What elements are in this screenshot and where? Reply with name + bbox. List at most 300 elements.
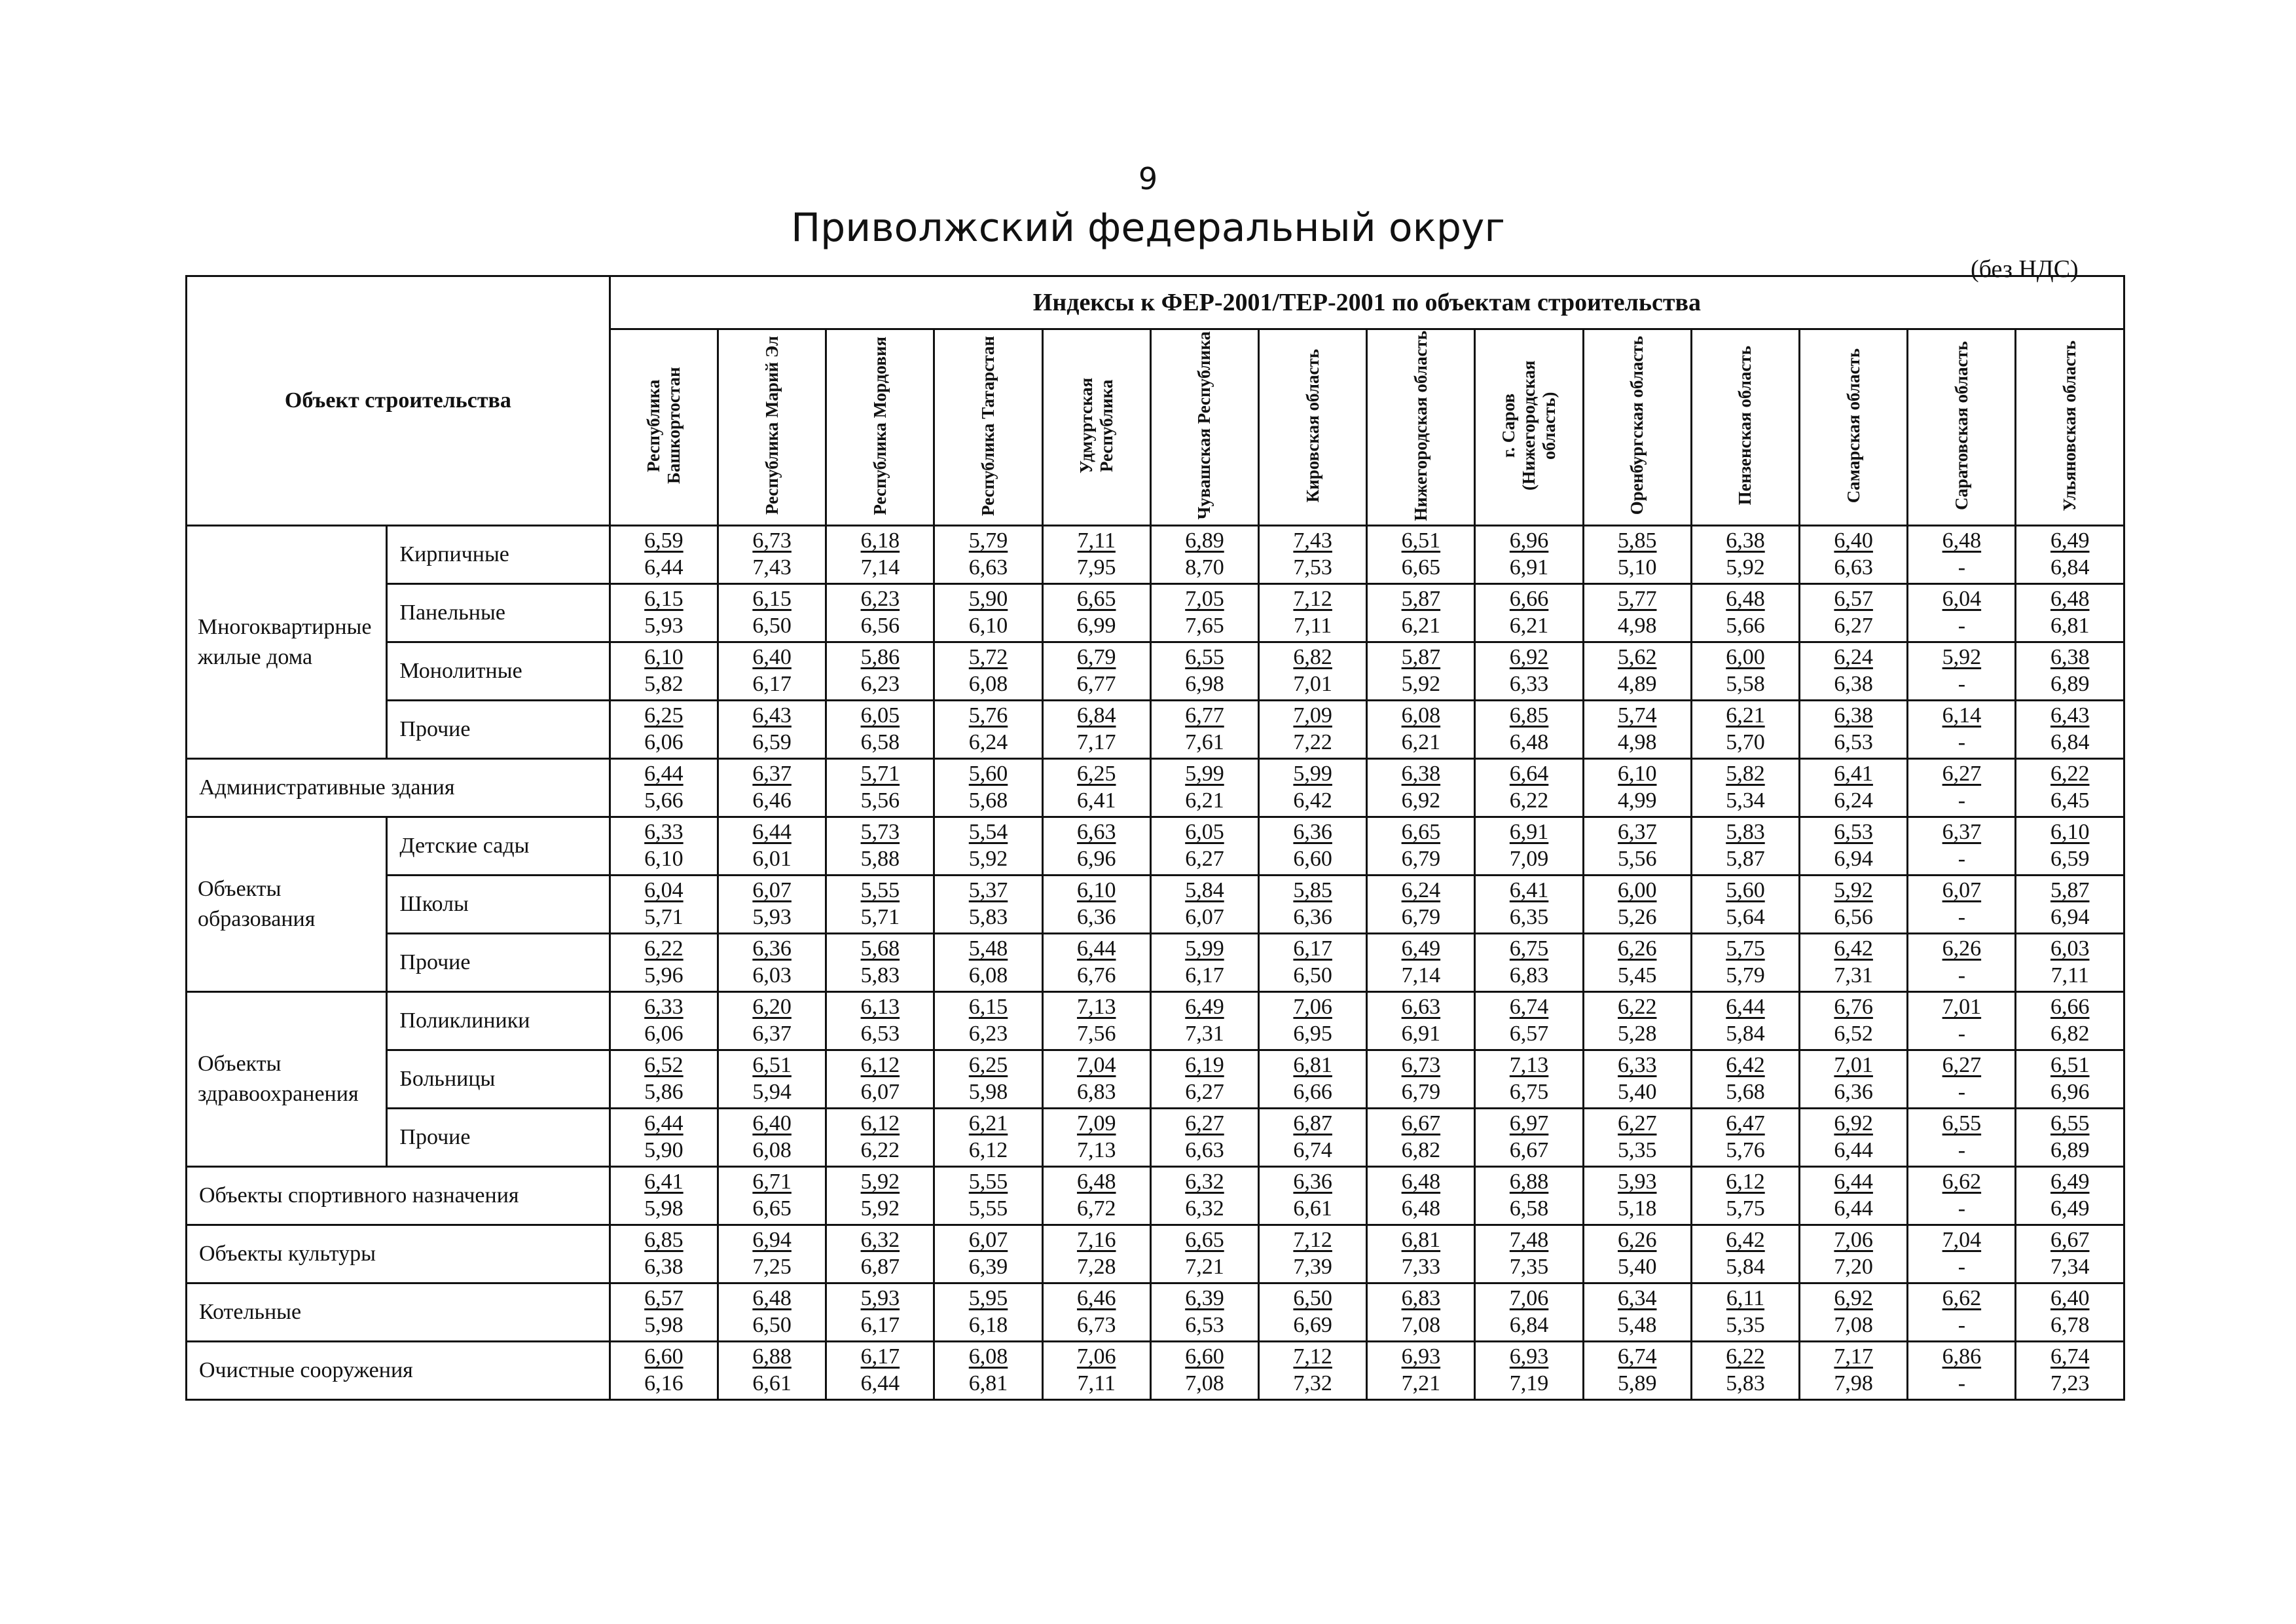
index-cell bbox=[1042, 759, 1150, 817]
fer-index: 6,40 bbox=[1834, 528, 1873, 553]
index-cell bbox=[610, 759, 718, 817]
fer-index: 6,33 bbox=[644, 820, 683, 845]
ter-index: 6,06 bbox=[644, 1022, 683, 1046]
index-cell bbox=[1150, 817, 1258, 876]
ter-index: 6,56 bbox=[860, 614, 900, 638]
ter-index: 7,19 bbox=[1509, 1371, 1549, 1395]
fer-index: 6,75 bbox=[1509, 936, 1549, 961]
region-name: Пензенская область bbox=[1735, 346, 1755, 506]
index-cell bbox=[1259, 876, 1367, 934]
index-cell bbox=[826, 584, 934, 642]
fer-index: 6,24 bbox=[1834, 645, 1873, 670]
index-cell bbox=[1583, 642, 1691, 701]
ter-index: - bbox=[1958, 1255, 1966, 1279]
index-cell bbox=[1042, 876, 1150, 934]
fer-index: 6,42 bbox=[1726, 1053, 1765, 1078]
fer-index: 6,08 bbox=[968, 1344, 1008, 1369]
page-number: 9 bbox=[1138, 161, 1158, 196]
index-cell bbox=[934, 992, 1042, 1050]
fer-index: 6,41 bbox=[644, 1170, 683, 1194]
ter-index: 7,56 bbox=[1076, 1022, 1116, 1046]
ter-index: 6,45 bbox=[2050, 788, 2090, 813]
index-cell bbox=[1475, 1050, 1583, 1109]
index-cell bbox=[934, 701, 1042, 759]
fer-index: 6,38 bbox=[1834, 703, 1873, 728]
ter-index: 6,95 bbox=[1293, 1022, 1332, 1046]
index-cell bbox=[1259, 642, 1367, 701]
ter-index: 6,03 bbox=[752, 963, 792, 987]
fer-index: 6,76 bbox=[1834, 995, 1873, 1020]
ter-index: 5,28 bbox=[1618, 1022, 1657, 1046]
ter-index: 6,33 bbox=[1509, 672, 1549, 696]
fer-index: 6,27 bbox=[1618, 1111, 1657, 1136]
fer-index: 6,66 bbox=[2050, 995, 2090, 1020]
ter-index: 5,71 bbox=[644, 905, 683, 929]
ter-index: 6,36 bbox=[1293, 905, 1332, 929]
ter-index: 5,64 bbox=[1726, 905, 1765, 929]
index-cell bbox=[1367, 642, 1475, 701]
fer-index: 6,97 bbox=[1509, 1111, 1549, 1136]
index-cell bbox=[934, 1167, 1042, 1225]
ter-index: 6,07 bbox=[1185, 905, 1224, 929]
index-cell bbox=[1150, 642, 1258, 701]
fer-index: 6,59 bbox=[644, 528, 683, 553]
index-cell bbox=[1691, 759, 1799, 817]
region-name: Саратовская область bbox=[1951, 341, 1971, 510]
index-cell bbox=[610, 1342, 718, 1400]
ter-index: 6,48 bbox=[1509, 730, 1549, 754]
index-cell bbox=[610, 1167, 718, 1225]
fer-index: 5,60 bbox=[1726, 878, 1765, 903]
ter-index: 6,48 bbox=[1401, 1196, 1441, 1221]
index-cell bbox=[826, 526, 934, 584]
ter-index: 7,31 bbox=[1834, 963, 1873, 987]
ter-index: 6,84 bbox=[1509, 1313, 1549, 1337]
ter-index: 6,59 bbox=[2050, 847, 2090, 871]
index-cell bbox=[1475, 1283, 1583, 1342]
fer-index: 5,72 bbox=[968, 645, 1008, 670]
fer-index: 6,83 bbox=[1401, 1286, 1441, 1311]
index-cell bbox=[826, 992, 934, 1050]
fer-index: 6,07 bbox=[1942, 878, 1982, 903]
ter-index: 6,58 bbox=[1509, 1196, 1549, 1221]
ter-index: 5,96 bbox=[644, 963, 683, 987]
fer-index: 6,93 bbox=[1509, 1344, 1549, 1369]
fer-index: 7,16 bbox=[1076, 1228, 1116, 1253]
ter-index: 6,57 bbox=[1509, 1022, 1549, 1046]
ter-index: 4,98 bbox=[1618, 614, 1657, 638]
fer-index: 5,76 bbox=[968, 703, 1008, 728]
index-cell bbox=[1259, 1225, 1367, 1283]
ter-index: 6,83 bbox=[1509, 963, 1549, 987]
ter-index: - bbox=[1958, 963, 1966, 987]
index-cell bbox=[1042, 1225, 1150, 1283]
index-cell bbox=[1800, 1109, 1908, 1167]
ter-index: 6,53 bbox=[1185, 1313, 1224, 1337]
fer-index: 5,90 bbox=[968, 587, 1008, 612]
ter-index: 5,92 bbox=[1726, 555, 1765, 580]
ter-index: 7,31 bbox=[1185, 1022, 1224, 1046]
ter-index: 6,27 bbox=[1185, 847, 1224, 871]
table-row bbox=[187, 817, 2124, 876]
ter-index: 7,95 bbox=[1076, 555, 1116, 580]
region-header bbox=[718, 329, 826, 526]
index-cell bbox=[1691, 1283, 1799, 1342]
ter-index: - bbox=[1958, 905, 1966, 929]
index-cell bbox=[934, 1342, 1042, 1400]
table-row bbox=[187, 1109, 2124, 1167]
index-cell bbox=[934, 876, 1042, 934]
index-cell bbox=[718, 759, 826, 817]
ter-index: 6,53 bbox=[1834, 730, 1873, 754]
index-cell bbox=[1259, 1167, 1367, 1225]
ter-index: 7,39 bbox=[1293, 1255, 1332, 1279]
subtype-label: Панельные bbox=[387, 584, 610, 642]
ter-index: 5,18 bbox=[1618, 1196, 1657, 1221]
fer-index: 6,44 bbox=[1076, 936, 1116, 961]
ter-index: 6,23 bbox=[968, 1022, 1008, 1046]
ter-index: 6,16 bbox=[644, 1371, 683, 1395]
index-cell bbox=[826, 817, 934, 876]
index-cell bbox=[2016, 701, 2124, 759]
fer-index: 6,38 bbox=[1401, 762, 1441, 786]
ter-index: 7,34 bbox=[2050, 1255, 2090, 1279]
fer-index: 6,77 bbox=[1185, 703, 1224, 728]
ter-index: 6,22 bbox=[860, 1138, 900, 1162]
page-title: Приволжский федеральный округ bbox=[791, 205, 1505, 251]
fer-index: 7,09 bbox=[1076, 1111, 1116, 1136]
index-cell bbox=[826, 1225, 934, 1283]
fer-index: 6,52 bbox=[644, 1053, 683, 1078]
ter-index: 6,21 bbox=[1509, 614, 1549, 638]
index-cell bbox=[2016, 1225, 2124, 1283]
index-cell bbox=[718, 1283, 826, 1342]
index-cell bbox=[1475, 1167, 1583, 1225]
fer-index: 6,74 bbox=[2050, 1344, 2090, 1369]
fer-index: 7,12 bbox=[1293, 587, 1332, 612]
index-cell bbox=[1367, 1167, 1475, 1225]
fer-index: 5,84 bbox=[1185, 878, 1224, 903]
index-cell bbox=[718, 992, 826, 1050]
fer-index: 5,87 bbox=[1401, 645, 1441, 670]
index-cell bbox=[1800, 1167, 1908, 1225]
fer-index: 6,85 bbox=[1509, 703, 1549, 728]
ter-index: 6,32 bbox=[1185, 1196, 1224, 1221]
fer-index: 6,42 bbox=[1726, 1228, 1765, 1253]
ter-index: 6,73 bbox=[1076, 1313, 1116, 1337]
index-cell bbox=[826, 701, 934, 759]
fer-index: 6,08 bbox=[1401, 703, 1441, 728]
index-cell bbox=[1150, 1050, 1258, 1109]
index-cell bbox=[1691, 817, 1799, 876]
ter-index: 6,01 bbox=[752, 847, 792, 871]
fer-index: 6,10 bbox=[2050, 820, 2090, 845]
fer-index: 6,82 bbox=[1293, 645, 1332, 670]
index-cell bbox=[934, 1050, 1042, 1109]
index-cell bbox=[1259, 934, 1367, 992]
ter-index: 4,98 bbox=[1618, 730, 1657, 754]
index-cell bbox=[1150, 1109, 1258, 1167]
ter-index: 5,89 bbox=[1618, 1371, 1657, 1395]
index-cell bbox=[1259, 1283, 1367, 1342]
ter-index: 6,63 bbox=[968, 555, 1008, 580]
fer-index: 6,51 bbox=[752, 1053, 792, 1078]
ter-index: 6,44 bbox=[1834, 1196, 1873, 1221]
ter-index: 5,58 bbox=[1726, 672, 1765, 696]
index-cell bbox=[610, 876, 718, 934]
fer-index: 6,89 bbox=[1185, 528, 1224, 553]
index-cell bbox=[2016, 992, 2124, 1050]
ter-index: 6,63 bbox=[1834, 555, 1873, 580]
fer-index: 6,88 bbox=[752, 1344, 792, 1369]
index-cell bbox=[1800, 1225, 1908, 1283]
fer-index: 7,09 bbox=[1293, 703, 1332, 728]
fer-index: 6,41 bbox=[1509, 878, 1549, 903]
ter-index: 6,56 bbox=[1834, 905, 1873, 929]
index-cell bbox=[1150, 1342, 1258, 1400]
fer-index: 5,62 bbox=[1618, 645, 1657, 670]
ter-index: 6,74 bbox=[1293, 1138, 1332, 1162]
fer-index: 6,92 bbox=[1509, 645, 1549, 670]
ter-index: 5,10 bbox=[1618, 555, 1657, 580]
index-cell bbox=[1367, 759, 1475, 817]
region-name: Самарская область bbox=[1843, 348, 1863, 504]
fer-index: 6,27 bbox=[1185, 1111, 1224, 1136]
fer-index: 6,65 bbox=[1076, 587, 1116, 612]
ter-index: 7,23 bbox=[2050, 1371, 2090, 1395]
ter-index: 7,08 bbox=[1834, 1313, 1873, 1337]
fer-index: 6,81 bbox=[1401, 1228, 1441, 1253]
index-cell bbox=[718, 526, 826, 584]
ter-index: - bbox=[1958, 1196, 1966, 1221]
index-cell bbox=[1583, 992, 1691, 1050]
ter-index: 7,25 bbox=[752, 1255, 792, 1279]
fer-index: 6,12 bbox=[1726, 1170, 1765, 1194]
fer-index: 7,48 bbox=[1509, 1228, 1549, 1253]
fer-index: 7,01 bbox=[1942, 995, 1982, 1020]
fer-index: 5,92 bbox=[860, 1170, 900, 1194]
fer-index: 5,87 bbox=[2050, 878, 2090, 903]
fer-index: 5,54 bbox=[968, 820, 1008, 845]
fer-index: 5,37 bbox=[968, 878, 1008, 903]
index-cell bbox=[1150, 992, 1258, 1050]
subtype-label: Кирпичные bbox=[387, 526, 610, 584]
index-cell bbox=[610, 1283, 718, 1342]
index-cell bbox=[1800, 992, 1908, 1050]
index-cell bbox=[610, 642, 718, 701]
fer-index: 6,43 bbox=[2050, 703, 2090, 728]
ter-index: 6,75 bbox=[1509, 1080, 1549, 1104]
ter-index: 6,27 bbox=[1185, 1080, 1224, 1104]
ter-index: 5,35 bbox=[1726, 1313, 1765, 1337]
fer-index: 5,75 bbox=[1726, 936, 1765, 961]
fer-index: 6,40 bbox=[2050, 1286, 2090, 1311]
index-cell bbox=[934, 759, 1042, 817]
fer-index: 6,91 bbox=[1509, 820, 1549, 845]
index-cell bbox=[1908, 1167, 2016, 1225]
fer-index: 6,12 bbox=[860, 1111, 900, 1136]
ter-index: 6,07 bbox=[860, 1080, 900, 1104]
ter-index: 6,50 bbox=[752, 1313, 792, 1337]
region-header bbox=[1583, 329, 1691, 526]
ter-index: 6,21 bbox=[1185, 788, 1224, 813]
region-name: Республика Мордовия bbox=[869, 336, 890, 515]
ter-index: 6,41 bbox=[1076, 788, 1116, 813]
index-cell bbox=[1583, 526, 1691, 584]
ter-index: 6,46 bbox=[752, 788, 792, 813]
region-name: Удмуртская Республика bbox=[1076, 377, 1116, 474]
fer-index: 6,11 bbox=[1726, 1286, 1765, 1311]
index-cell bbox=[1583, 817, 1691, 876]
index-cell bbox=[1259, 701, 1367, 759]
fer-index: 6,39 bbox=[1185, 1286, 1224, 1311]
region-header bbox=[1042, 329, 1150, 526]
fer-index: 6,92 bbox=[1834, 1111, 1873, 1136]
index-cell bbox=[934, 584, 1042, 642]
ter-index: 6,18 bbox=[968, 1313, 1008, 1337]
ter-index: 6,89 bbox=[2050, 1138, 2090, 1162]
index-cell bbox=[1800, 701, 1908, 759]
index-cell bbox=[1042, 992, 1150, 1050]
fer-index: 6,44 bbox=[1834, 1170, 1873, 1194]
fer-index: 5,93 bbox=[860, 1286, 900, 1311]
fer-index: 5,71 bbox=[860, 762, 900, 786]
region-name: Нижегородская область bbox=[1410, 330, 1430, 521]
fer-index: 7,43 bbox=[1293, 528, 1332, 553]
index-cell bbox=[1042, 1167, 1150, 1225]
fer-index: 6,40 bbox=[752, 1111, 792, 1136]
fer-index: 6,22 bbox=[1618, 995, 1657, 1020]
fer-index: 6,84 bbox=[1076, 703, 1116, 728]
subtype-label: Прочие bbox=[387, 701, 610, 759]
index-cell bbox=[1475, 701, 1583, 759]
ter-index: 6,79 bbox=[1401, 847, 1441, 871]
ter-index: 5,98 bbox=[644, 1313, 683, 1337]
region-name: г. Саров (Нижегородская область) bbox=[1498, 360, 1559, 491]
index-cell bbox=[718, 817, 826, 876]
fer-index: 6,25 bbox=[968, 1053, 1008, 1078]
fer-index: 6,32 bbox=[1185, 1170, 1224, 1194]
ter-index: 6,96 bbox=[1076, 847, 1116, 871]
index-cell bbox=[1908, 1050, 2016, 1109]
fer-index: 6,40 bbox=[752, 645, 792, 670]
object-label: Административные здания bbox=[187, 759, 610, 817]
fer-index: 6,36 bbox=[752, 936, 792, 961]
fer-index: 6,10 bbox=[644, 645, 683, 670]
index-cell bbox=[718, 584, 826, 642]
ter-index: 6,24 bbox=[968, 730, 1008, 754]
fer-index: 5,77 bbox=[1618, 587, 1657, 612]
ter-index: 5,98 bbox=[644, 1196, 683, 1221]
fer-index: 6,44 bbox=[1726, 995, 1765, 1020]
region-header bbox=[1691, 329, 1799, 526]
ter-index: 7,28 bbox=[1076, 1255, 1116, 1279]
ter-index: 6,44 bbox=[860, 1371, 900, 1395]
index-cell bbox=[718, 1342, 826, 1400]
region-header bbox=[1150, 329, 1258, 526]
index-cell bbox=[1475, 526, 1583, 584]
index-cell bbox=[1908, 817, 2016, 876]
ter-index: 7,21 bbox=[1401, 1371, 1441, 1395]
object-label: Объекты культуры bbox=[187, 1225, 610, 1283]
index-cell bbox=[1583, 1283, 1691, 1342]
ter-index: 5,55 bbox=[968, 1196, 1008, 1221]
fer-index: 6,22 bbox=[644, 936, 683, 961]
index-cell bbox=[1367, 876, 1475, 934]
ter-index: 6,42 bbox=[1293, 788, 1332, 813]
table-row bbox=[187, 1283, 2124, 1342]
subtype-label: Монолитные bbox=[387, 642, 610, 701]
fer-index: 6,86 bbox=[1942, 1344, 1982, 1369]
table-row bbox=[187, 759, 2124, 817]
index-cell bbox=[826, 1342, 934, 1400]
index-cell bbox=[718, 1109, 826, 1167]
fer-index: 6,25 bbox=[1076, 762, 1116, 786]
fer-index: 6,66 bbox=[1509, 587, 1549, 612]
ter-index: 7,20 bbox=[1834, 1255, 1873, 1279]
ter-index: 6,39 bbox=[968, 1255, 1008, 1279]
index-cell bbox=[2016, 934, 2124, 992]
fer-index: 6,23 bbox=[860, 587, 900, 612]
ter-index: 6,38 bbox=[1834, 672, 1873, 696]
region-name: Республика Марий Эл bbox=[761, 336, 782, 515]
ter-index: 6,65 bbox=[1401, 555, 1441, 580]
index-cell bbox=[1042, 701, 1150, 759]
fer-index: 6,49 bbox=[1185, 995, 1224, 1020]
index-cell bbox=[610, 584, 718, 642]
index-cell bbox=[2016, 759, 2124, 817]
index-cell bbox=[718, 642, 826, 701]
fer-index: 6,71 bbox=[752, 1170, 792, 1194]
fer-index: 6,50 bbox=[1293, 1286, 1332, 1311]
fer-index: 6,96 bbox=[1509, 528, 1549, 553]
fer-index: 5,85 bbox=[1293, 878, 1332, 903]
ter-index: 6,17 bbox=[1185, 963, 1224, 987]
index-cell bbox=[1908, 759, 2016, 817]
ter-index: 5,92 bbox=[968, 847, 1008, 871]
fer-index: 6,26 bbox=[1618, 1228, 1657, 1253]
index-cell bbox=[1259, 759, 1367, 817]
fer-index: 7,12 bbox=[1293, 1228, 1332, 1253]
ter-index: 7,17 bbox=[1076, 730, 1116, 754]
index-cell bbox=[610, 934, 718, 992]
index-cell bbox=[1367, 1283, 1475, 1342]
ter-index: 5,83 bbox=[968, 905, 1008, 929]
fer-index: 5,92 bbox=[1942, 645, 1982, 670]
ter-index: 7,09 bbox=[1509, 847, 1549, 871]
fer-index: 6,05 bbox=[860, 703, 900, 728]
ter-index: 6,23 bbox=[860, 672, 900, 696]
fer-index: 6,33 bbox=[644, 995, 683, 1020]
ter-index: 6,08 bbox=[752, 1138, 792, 1162]
index-cell bbox=[826, 876, 934, 934]
region-header bbox=[826, 329, 934, 526]
ter-index: 5,84 bbox=[1726, 1255, 1765, 1279]
fer-index: 6,81 bbox=[1293, 1053, 1332, 1078]
fer-index: 6,03 bbox=[2050, 936, 2090, 961]
fer-index: 5,95 bbox=[968, 1286, 1008, 1311]
fer-index: 7,04 bbox=[1076, 1053, 1116, 1078]
index-cell bbox=[1367, 1109, 1475, 1167]
ter-index: 7,61 bbox=[1185, 730, 1224, 754]
index-cell bbox=[718, 876, 826, 934]
index-cell bbox=[1691, 526, 1799, 584]
fer-index: 6,55 bbox=[2050, 1111, 2090, 1136]
fer-index: 6,60 bbox=[644, 1344, 683, 1369]
ter-index: 6,92 bbox=[1401, 788, 1441, 813]
region-name: Ульяновская область bbox=[2060, 340, 2080, 511]
fer-index: 6,10 bbox=[1618, 762, 1657, 786]
